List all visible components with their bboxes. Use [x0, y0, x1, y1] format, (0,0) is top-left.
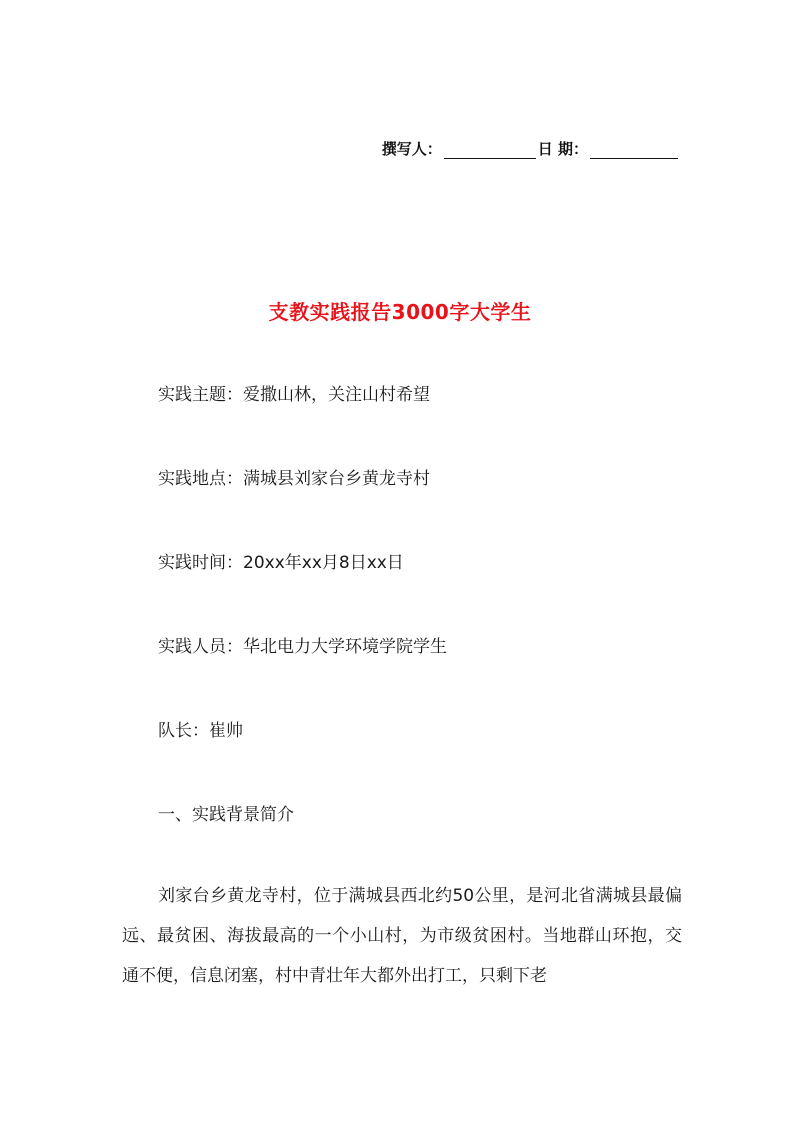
practice-time: 实践时间：20xx年xx月8日xx日 [158, 553, 404, 573]
author-blank-line [444, 140, 536, 159]
document-title: 支教实践报告3000字大学生 [268, 300, 532, 324]
section-heading: 一、实践背景简介 [158, 805, 294, 825]
author-label: 撰写人： [381, 140, 442, 158]
practice-location: 实践地点：满城县刘家台乡黄龙寺村 [158, 469, 430, 489]
date-blank-line [590, 140, 678, 159]
practice-theme: 实践主题：爱撒山林，关注山村希望 [158, 385, 430, 405]
background-paragraph: 刘家台乡黄龙寺村，位于满城县西北约50公里，是河北省满城县最偏远、最贫困、海拔最高的一个小山村，为市级贫困村。当地群山环抱，交通不便，信息闭塞，村中青壮年大都外出打工，只剩下老 [122, 886, 682, 986]
date-label: 日 期： [537, 140, 588, 158]
team-leader: 队长：崔帅 [158, 721, 243, 741]
practice-members: 实践人员：华北电力大学环境学院学生 [158, 637, 447, 657]
author-date-line [382, 138, 680, 159]
